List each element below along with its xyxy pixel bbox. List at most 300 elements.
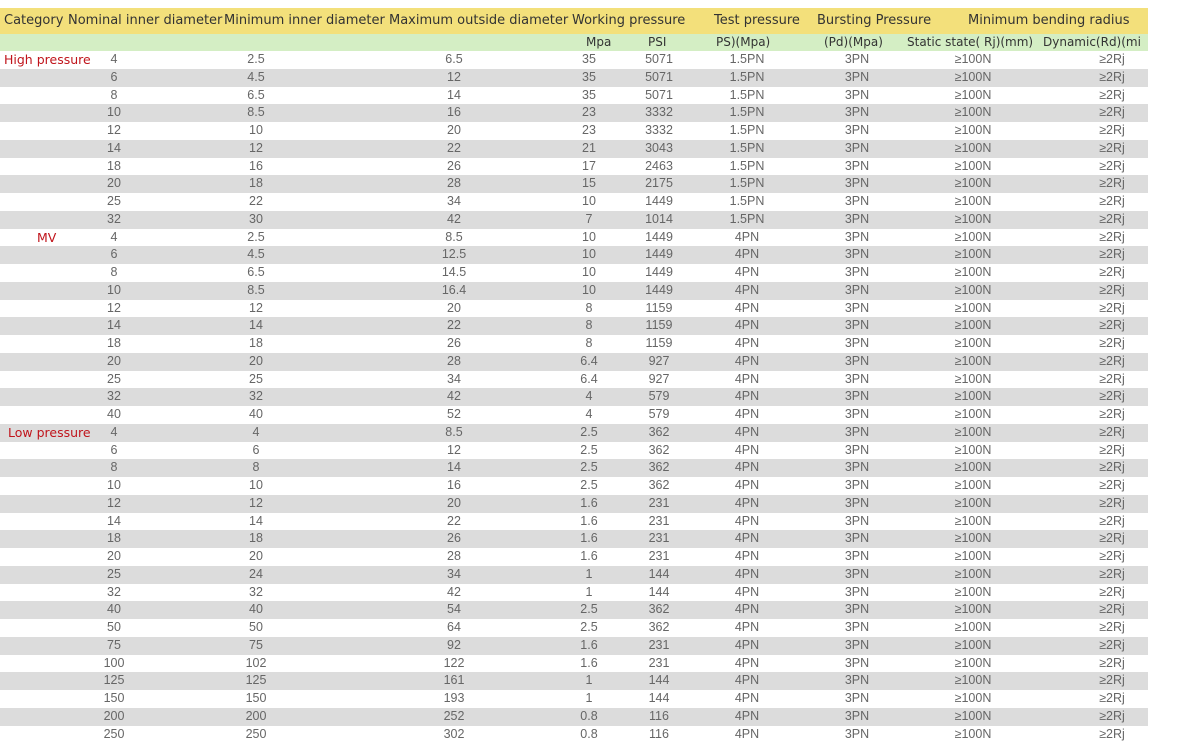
- cell-nominal-inner-diameter: 25: [107, 371, 121, 386]
- header-minimum-inner-diameter: Minimum inner diameter: [224, 13, 385, 28]
- cell-working-psi: 3332: [645, 105, 673, 120]
- table-subheader-row: [0, 34, 1148, 51]
- cell-maximum-outside-diameter: 26: [447, 531, 461, 546]
- cell-working-mpa: 2.5: [580, 602, 598, 617]
- cell-maximum-outside-diameter: 8.5: [445, 229, 463, 244]
- table-row: [0, 477, 1148, 495]
- cell-maximum-outside-diameter: 161: [443, 673, 465, 688]
- cell-working-mpa: 35: [582, 69, 596, 84]
- cell-maximum-outside-diameter: 54: [447, 602, 461, 617]
- cell-working-mpa: 2.5: [580, 620, 598, 634]
- cell-working-mpa: 0.8: [580, 726, 598, 741]
- cell-dynamic-radius: ≥2Rj: [1099, 336, 1125, 350]
- cell-bursting-pressure: 3PN: [844, 265, 870, 279]
- cell-maximum-outside-diameter: 28: [447, 353, 461, 368]
- cell-working-psi: 231: [648, 513, 670, 528]
- cell-dynamic-radius: ≥2Rj: [1099, 52, 1125, 66]
- cell-dynamic-radius: ≥2Rj: [1099, 478, 1125, 492]
- cell-working-psi: 579: [648, 389, 670, 404]
- cell-static-radius: ≥100N: [954, 282, 992, 297]
- cell-maximum-outside-diameter: 12: [447, 442, 461, 457]
- cell-minimum-inner-diameter: 25: [249, 371, 263, 386]
- cell-bursting-pressure: 3PN: [844, 318, 870, 333]
- cell-static-radius: ≥100N: [954, 726, 992, 741]
- cell-maximum-outside-diameter: 14: [447, 460, 461, 475]
- cell-static-radius: ≥100N: [954, 300, 992, 315]
- cell-dynamic-radius: ≥2Rj: [1099, 69, 1125, 84]
- cell-bursting-pressure: 3PN: [844, 566, 870, 581]
- cell-working-mpa: 1: [585, 691, 593, 705]
- table-row: [0, 122, 1148, 140]
- cell-working-psi: 1159: [645, 318, 673, 333]
- cell-bursting-pressure: 3PN: [844, 389, 870, 404]
- cell-test-pressure: 1.5PN: [729, 123, 765, 137]
- cell-static-radius: ≥100N: [954, 371, 992, 386]
- cell-nominal-inner-diameter: 8: [110, 460, 118, 475]
- cell-maximum-outside-diameter: 16: [447, 105, 461, 120]
- cell-dynamic-radius: ≥2Rj: [1099, 140, 1125, 155]
- cell-bursting-pressure: 3PN: [844, 176, 870, 191]
- cell-nominal-inner-diameter: 10: [107, 282, 121, 297]
- cell-working-psi: 144: [648, 691, 670, 705]
- cell-maximum-outside-diameter: 42: [447, 389, 461, 404]
- cell-working-mpa: 8: [585, 300, 593, 315]
- cell-working-mpa: 2.5: [580, 424, 598, 439]
- cell-dynamic-radius: ≥2Rj: [1099, 495, 1125, 510]
- cell-maximum-outside-diameter: 6.5: [445, 52, 463, 66]
- cell-bursting-pressure: 3PN: [844, 158, 870, 173]
- cell-working-mpa: 4: [585, 407, 593, 421]
- cell-minimum-inner-diameter: 102: [245, 655, 267, 670]
- cell-working-mpa: 1: [585, 584, 593, 599]
- cell-static-radius: ≥100N: [954, 691, 992, 705]
- cell-static-radius: ≥100N: [954, 247, 992, 262]
- cell-static-radius: ≥100N: [954, 52, 992, 66]
- cell-static-radius: ≥100N: [954, 69, 992, 84]
- cell-maximum-outside-diameter: 42: [447, 211, 461, 226]
- cell-nominal-inner-diameter: 50: [107, 620, 121, 634]
- table-row: [0, 406, 1148, 424]
- cell-working-mpa: 1.6: [580, 655, 598, 670]
- cell-static-radius: ≥100N: [954, 620, 992, 634]
- cell-working-mpa: 8: [585, 318, 593, 333]
- cell-working-psi: 1014: [645, 211, 673, 226]
- cell-maximum-outside-diameter: 34: [447, 194, 461, 208]
- cell-static-radius: ≥100N: [954, 584, 992, 599]
- cell-static-radius: ≥100N: [954, 265, 992, 279]
- cell-nominal-inner-diameter: 32: [107, 211, 121, 226]
- cell-static-radius: ≥100N: [954, 87, 992, 102]
- cell-test-pressure: 1.5PN: [729, 87, 765, 102]
- cell-minimum-inner-diameter: 125: [245, 673, 267, 688]
- cell-working-mpa: 1.6: [580, 531, 598, 546]
- cell-dynamic-radius: ≥2Rj: [1099, 460, 1125, 475]
- cell-working-mpa: 7: [585, 211, 593, 226]
- cell-working-mpa: 4: [585, 389, 593, 404]
- cell-static-radius: ≥100N: [954, 105, 992, 120]
- cell-nominal-inner-diameter: 100: [103, 655, 125, 670]
- subheader-test-unit: PS)(Mpa): [716, 35, 771, 49]
- cell-nominal-inner-diameter: 4: [110, 229, 118, 244]
- cell-nominal-inner-diameter: 6: [110, 247, 118, 262]
- table-row: [0, 459, 1148, 477]
- cell-dynamic-radius: ≥2Rj: [1099, 549, 1125, 563]
- cell-test-pressure: 4PN: [734, 513, 760, 528]
- cell-nominal-inner-diameter: 25: [107, 194, 121, 208]
- cell-test-pressure: 4PN: [734, 691, 760, 705]
- cell-dynamic-radius: ≥2Rj: [1099, 176, 1125, 191]
- cell-working-mpa: 17: [582, 158, 596, 173]
- cell-test-pressure: 4PN: [734, 442, 760, 457]
- table-row: [0, 211, 1148, 229]
- table-row: [0, 282, 1148, 300]
- cell-test-pressure: 4PN: [734, 371, 760, 386]
- cell-minimum-inner-diameter: 2.5: [247, 52, 265, 66]
- table-row: [0, 229, 1148, 247]
- cell-maximum-outside-diameter: 252: [443, 708, 465, 723]
- cell-test-pressure: 4PN: [734, 726, 760, 741]
- cell-dynamic-radius: ≥2Rj: [1099, 566, 1125, 581]
- table-row: [0, 601, 1148, 619]
- cell-dynamic-radius: ≥2Rj: [1099, 318, 1125, 333]
- table-row: [0, 104, 1148, 122]
- cell-maximum-outside-diameter: 193: [443, 691, 465, 705]
- table-row: [0, 690, 1148, 708]
- cell-nominal-inner-diameter: 25: [107, 566, 121, 581]
- header-working-pressure: Working pressure: [572, 13, 686, 28]
- cell-static-radius: ≥100N: [954, 566, 992, 581]
- cell-bursting-pressure: 3PN: [844, 620, 870, 634]
- cell-dynamic-radius: ≥2Rj: [1099, 407, 1125, 421]
- cell-working-mpa: 21: [582, 140, 596, 155]
- cell-category: High pressure: [4, 52, 91, 67]
- table-row: [0, 300, 1148, 318]
- cell-static-radius: ≥100N: [954, 442, 992, 457]
- cell-working-psi: 1449: [645, 194, 673, 208]
- cell-bursting-pressure: 3PN: [844, 52, 870, 66]
- cell-maximum-outside-diameter: 22: [447, 140, 461, 155]
- cell-working-mpa: 1.6: [580, 637, 598, 652]
- cell-dynamic-radius: ≥2Rj: [1099, 158, 1125, 173]
- cell-bursting-pressure: 3PN: [844, 637, 870, 652]
- cell-maximum-outside-diameter: 14: [447, 87, 461, 102]
- cell-minimum-inner-diameter: 250: [245, 726, 267, 741]
- cell-maximum-outside-diameter: 34: [447, 566, 461, 581]
- cell-minimum-inner-diameter: 12: [249, 495, 263, 510]
- cell-bursting-pressure: 3PN: [844, 655, 870, 670]
- table-row: [0, 317, 1148, 335]
- cell-working-psi: 362: [648, 460, 670, 475]
- cell-working-psi: 231: [648, 549, 670, 563]
- cell-working-psi: 144: [648, 673, 670, 688]
- table-row: [0, 530, 1148, 548]
- cell-bursting-pressure: 3PN: [844, 673, 870, 688]
- subheader-psi: PSI: [648, 35, 667, 49]
- cell-bursting-pressure: 3PN: [844, 69, 870, 84]
- cell-nominal-inner-diameter: 8: [110, 87, 118, 102]
- table-row: [0, 69, 1148, 87]
- subheader-dynamic: Dynamic(Rd)(mi: [1043, 35, 1141, 49]
- cell-dynamic-radius: ≥2Rj: [1099, 105, 1125, 120]
- cell-working-psi: 362: [648, 424, 670, 439]
- table-row: [0, 246, 1148, 264]
- cell-nominal-inner-diameter: 10: [107, 105, 121, 120]
- cell-static-radius: ≥100N: [954, 229, 992, 244]
- cell-minimum-inner-diameter: 4.5: [247, 69, 265, 84]
- cell-test-pressure: 4PN: [734, 389, 760, 404]
- subheader-static-state: Static state( Rj)(mm): [907, 35, 1034, 49]
- cell-dynamic-radius: ≥2Rj: [1099, 211, 1125, 226]
- cell-nominal-inner-diameter: 4: [110, 424, 118, 439]
- cell-bursting-pressure: 3PN: [844, 353, 870, 368]
- cell-test-pressure: 4PN: [734, 673, 760, 688]
- cell-nominal-inner-diameter: 250: [103, 726, 125, 741]
- cell-nominal-inner-diameter: 10: [107, 478, 121, 492]
- cell-minimum-inner-diameter: 6.5: [247, 265, 265, 279]
- cell-test-pressure: 1.5PN: [729, 105, 765, 120]
- cell-working-mpa: 1.6: [580, 495, 598, 510]
- cell-test-pressure: 4PN: [734, 584, 760, 599]
- cell-maximum-outside-diameter: 22: [447, 513, 461, 528]
- cell-test-pressure: 4PN: [734, 655, 760, 670]
- cell-bursting-pressure: 3PN: [844, 584, 870, 599]
- cell-test-pressure: 4PN: [734, 531, 760, 546]
- cell-working-psi: 231: [648, 637, 670, 652]
- cell-static-radius: ≥100N: [954, 549, 992, 563]
- cell-maximum-outside-diameter: 64: [447, 620, 461, 634]
- cell-minimum-inner-diameter: 10: [249, 123, 263, 137]
- cell-maximum-outside-diameter: 16.4: [441, 282, 467, 297]
- cell-dynamic-radius: ≥2Rj: [1099, 353, 1125, 368]
- table-row: [0, 87, 1148, 105]
- cell-bursting-pressure: 3PN: [844, 513, 870, 528]
- cell-working-psi: 1159: [645, 336, 673, 350]
- cell-nominal-inner-diameter: 18: [107, 531, 121, 546]
- cell-working-psi: 116: [649, 708, 669, 723]
- cell-nominal-inner-diameter: 150: [103, 691, 125, 705]
- cell-maximum-outside-diameter: 20: [447, 495, 461, 510]
- cell-working-psi: 362: [648, 620, 670, 634]
- cell-dynamic-radius: ≥2Rj: [1099, 602, 1125, 617]
- cell-dynamic-radius: ≥2Rj: [1099, 247, 1125, 262]
- cell-working-psi: 3332: [645, 123, 673, 137]
- cell-test-pressure: 4PN: [734, 602, 760, 617]
- cell-static-radius: ≥100N: [954, 389, 992, 404]
- cell-nominal-inner-diameter: 14: [107, 318, 121, 333]
- cell-working-psi: 1449: [645, 282, 673, 297]
- cell-bursting-pressure: 3PN: [844, 140, 870, 155]
- cell-dynamic-radius: ≥2Rj: [1099, 123, 1125, 137]
- cell-working-psi: 2463: [645, 158, 673, 173]
- subheader-burst-unit: (Pd)(Mpa): [824, 35, 883, 49]
- cell-minimum-inner-diameter: 14: [249, 318, 263, 333]
- cell-working-mpa: 10: [582, 282, 596, 297]
- header-nominal-inner-diameter: Nominal inner diameter: [68, 13, 223, 28]
- cell-test-pressure: 1.5PN: [729, 194, 765, 208]
- cell-working-psi: 5071: [645, 87, 673, 102]
- cell-working-mpa: 1: [585, 673, 593, 688]
- cell-nominal-inner-diameter: 18: [107, 336, 121, 350]
- cell-test-pressure: 4PN: [734, 620, 760, 634]
- cell-working-psi: 1159: [645, 300, 673, 315]
- cell-dynamic-radius: ≥2Rj: [1099, 424, 1125, 439]
- cell-working-psi: 362: [648, 442, 670, 457]
- cell-static-radius: ≥100N: [954, 194, 992, 208]
- cell-bursting-pressure: 3PN: [844, 336, 870, 350]
- cell-nominal-inner-diameter: 20: [107, 353, 121, 368]
- cell-working-psi: 1449: [645, 229, 673, 244]
- cell-bursting-pressure: 3PN: [844, 708, 870, 723]
- cell-test-pressure: 4PN: [734, 318, 760, 333]
- cell-bursting-pressure: 3PN: [844, 478, 870, 492]
- cell-minimum-inner-diameter: 32: [249, 389, 263, 404]
- cell-working-mpa: 1: [585, 566, 593, 581]
- cell-working-mpa: 2.5: [580, 442, 598, 457]
- cell-maximum-outside-diameter: 20: [447, 300, 461, 315]
- cell-minimum-inner-diameter: 150: [245, 691, 267, 705]
- header-bursting-pressure: Bursting Pressure: [817, 13, 932, 28]
- table-row: [0, 584, 1148, 602]
- cell-nominal-inner-diameter: 40: [107, 602, 121, 617]
- cell-static-radius: ≥100N: [954, 407, 992, 421]
- cell-bursting-pressure: 3PN: [844, 229, 870, 244]
- table-row: [0, 388, 1148, 406]
- cell-working-psi: 927: [648, 353, 670, 368]
- cell-maximum-outside-diameter: 122: [443, 655, 465, 670]
- table-row: [0, 495, 1148, 513]
- cell-working-psi: 1449: [645, 265, 673, 279]
- cell-maximum-outside-diameter: 20: [447, 123, 461, 137]
- cell-static-radius: ≥100N: [954, 478, 992, 492]
- cell-working-psi: 231: [648, 495, 670, 510]
- cell-dynamic-radius: ≥2Rj: [1099, 620, 1125, 634]
- cell-working-mpa: 1.6: [580, 549, 598, 563]
- cell-static-radius: ≥100N: [954, 495, 992, 510]
- cell-working-psi: 5071: [645, 69, 673, 84]
- cell-maximum-outside-diameter: 26: [447, 158, 461, 173]
- header-minimum-bending-radius: Minimum bending radius: [968, 13, 1130, 28]
- cell-maximum-outside-diameter: 14.5: [441, 265, 467, 279]
- cell-test-pressure: 4PN: [734, 708, 760, 723]
- cell-working-psi: 116: [649, 726, 669, 741]
- cell-nominal-inner-diameter: 75: [107, 637, 121, 652]
- table-row: [0, 566, 1148, 584]
- cell-working-mpa: 1.6: [580, 513, 598, 528]
- cell-nominal-inner-diameter: 18: [107, 158, 121, 173]
- cell-static-radius: ≥100N: [954, 336, 992, 350]
- cell-category: Low pressure: [8, 424, 91, 440]
- cell-static-radius: ≥100N: [954, 211, 992, 226]
- cell-dynamic-radius: ≥2Rj: [1099, 389, 1125, 404]
- cell-static-radius: ≥100N: [954, 531, 992, 546]
- cell-bursting-pressure: 3PN: [844, 371, 870, 386]
- cell-working-psi: 579: [648, 407, 670, 421]
- cell-static-radius: ≥100N: [954, 460, 992, 475]
- cell-working-psi: 2175: [645, 176, 673, 191]
- cell-maximum-outside-diameter: 42: [447, 584, 461, 599]
- cell-working-mpa: 15: [582, 176, 596, 191]
- cell-static-radius: ≥100N: [954, 123, 992, 137]
- cell-maximum-outside-diameter: 92: [447, 637, 461, 652]
- cell-minimum-inner-diameter: 18: [249, 336, 263, 350]
- table-row: [0, 51, 1148, 69]
- cell-test-pressure: 4PN: [734, 336, 760, 350]
- cell-maximum-outside-diameter: 34: [447, 371, 461, 386]
- table-row: [0, 708, 1148, 726]
- cell-test-pressure: 4PN: [734, 495, 760, 510]
- cell-minimum-inner-diameter: 22: [249, 194, 263, 208]
- cell-nominal-inner-diameter: 32: [107, 584, 121, 599]
- cell-bursting-pressure: 3PN: [844, 531, 870, 546]
- table-row: [0, 353, 1148, 371]
- cell-maximum-outside-diameter: 302: [443, 726, 465, 741]
- table-row: [0, 672, 1148, 690]
- cell-minimum-inner-diameter: 20: [249, 353, 263, 368]
- cell-bursting-pressure: 3PN: [844, 211, 870, 226]
- cell-category: MV: [37, 229, 57, 245]
- cell-test-pressure: 4PN: [734, 353, 760, 368]
- cell-minimum-inner-diameter: 12: [249, 300, 263, 315]
- cell-static-radius: ≥100N: [954, 176, 992, 191]
- table-row: [0, 619, 1148, 637]
- cell-bursting-pressure: 3PN: [844, 602, 870, 617]
- cell-minimum-inner-diameter: 2.5: [247, 229, 265, 244]
- cell-dynamic-radius: ≥2Rj: [1099, 673, 1125, 688]
- cell-bursting-pressure: 3PN: [844, 549, 870, 563]
- table-header-row: [0, 8, 1148, 34]
- cell-dynamic-radius: ≥2Rj: [1099, 655, 1125, 670]
- cell-test-pressure: 1.5PN: [729, 52, 765, 66]
- cell-working-psi: 927: [648, 371, 670, 386]
- cell-dynamic-radius: ≥2Rj: [1099, 584, 1125, 599]
- cell-static-radius: ≥100N: [954, 318, 992, 333]
- table-body: [0, 51, 1148, 743]
- cell-bursting-pressure: 3PN: [844, 495, 870, 510]
- cell-working-mpa: 0.8: [580, 708, 598, 723]
- cell-working-mpa: 10: [582, 265, 596, 279]
- cell-minimum-inner-diameter: 4: [252, 424, 260, 439]
- cell-dynamic-radius: ≥2Rj: [1099, 229, 1125, 244]
- cell-working-psi: 231: [648, 531, 670, 546]
- cell-working-mpa: 23: [582, 105, 596, 120]
- cell-bursting-pressure: 3PN: [844, 407, 870, 421]
- cell-static-radius: ≥100N: [954, 513, 992, 528]
- cell-minimum-inner-diameter: 8.5: [247, 105, 265, 120]
- cell-nominal-inner-diameter: 8: [110, 265, 118, 279]
- cell-maximum-outside-diameter: 28: [447, 176, 461, 191]
- cell-minimum-inner-diameter: 75: [249, 637, 263, 652]
- cell-bursting-pressure: 3PN: [844, 105, 870, 120]
- cell-minimum-inner-diameter: 14: [249, 513, 263, 528]
- cell-bursting-pressure: 3PN: [844, 194, 870, 208]
- cell-bursting-pressure: 3PN: [844, 247, 870, 262]
- table-row: [0, 158, 1148, 176]
- cell-nominal-inner-diameter: 40: [107, 407, 121, 421]
- cell-working-psi: 144: [648, 566, 670, 581]
- cell-nominal-inner-diameter: 125: [103, 673, 125, 688]
- cell-working-psi: 362: [648, 602, 670, 617]
- cell-minimum-inner-diameter: 10: [249, 478, 263, 492]
- cell-maximum-outside-diameter: 28: [447, 549, 461, 563]
- cell-bursting-pressure: 3PN: [844, 460, 870, 475]
- cell-static-radius: ≥100N: [954, 140, 992, 155]
- cell-test-pressure: 4PN: [734, 549, 760, 563]
- cell-bursting-pressure: 3PN: [844, 691, 870, 705]
- cell-minimum-inner-diameter: 30: [249, 211, 263, 226]
- table-row: [0, 513, 1148, 531]
- cell-working-psi: 362: [648, 478, 670, 492]
- cell-static-radius: ≥100N: [954, 673, 992, 688]
